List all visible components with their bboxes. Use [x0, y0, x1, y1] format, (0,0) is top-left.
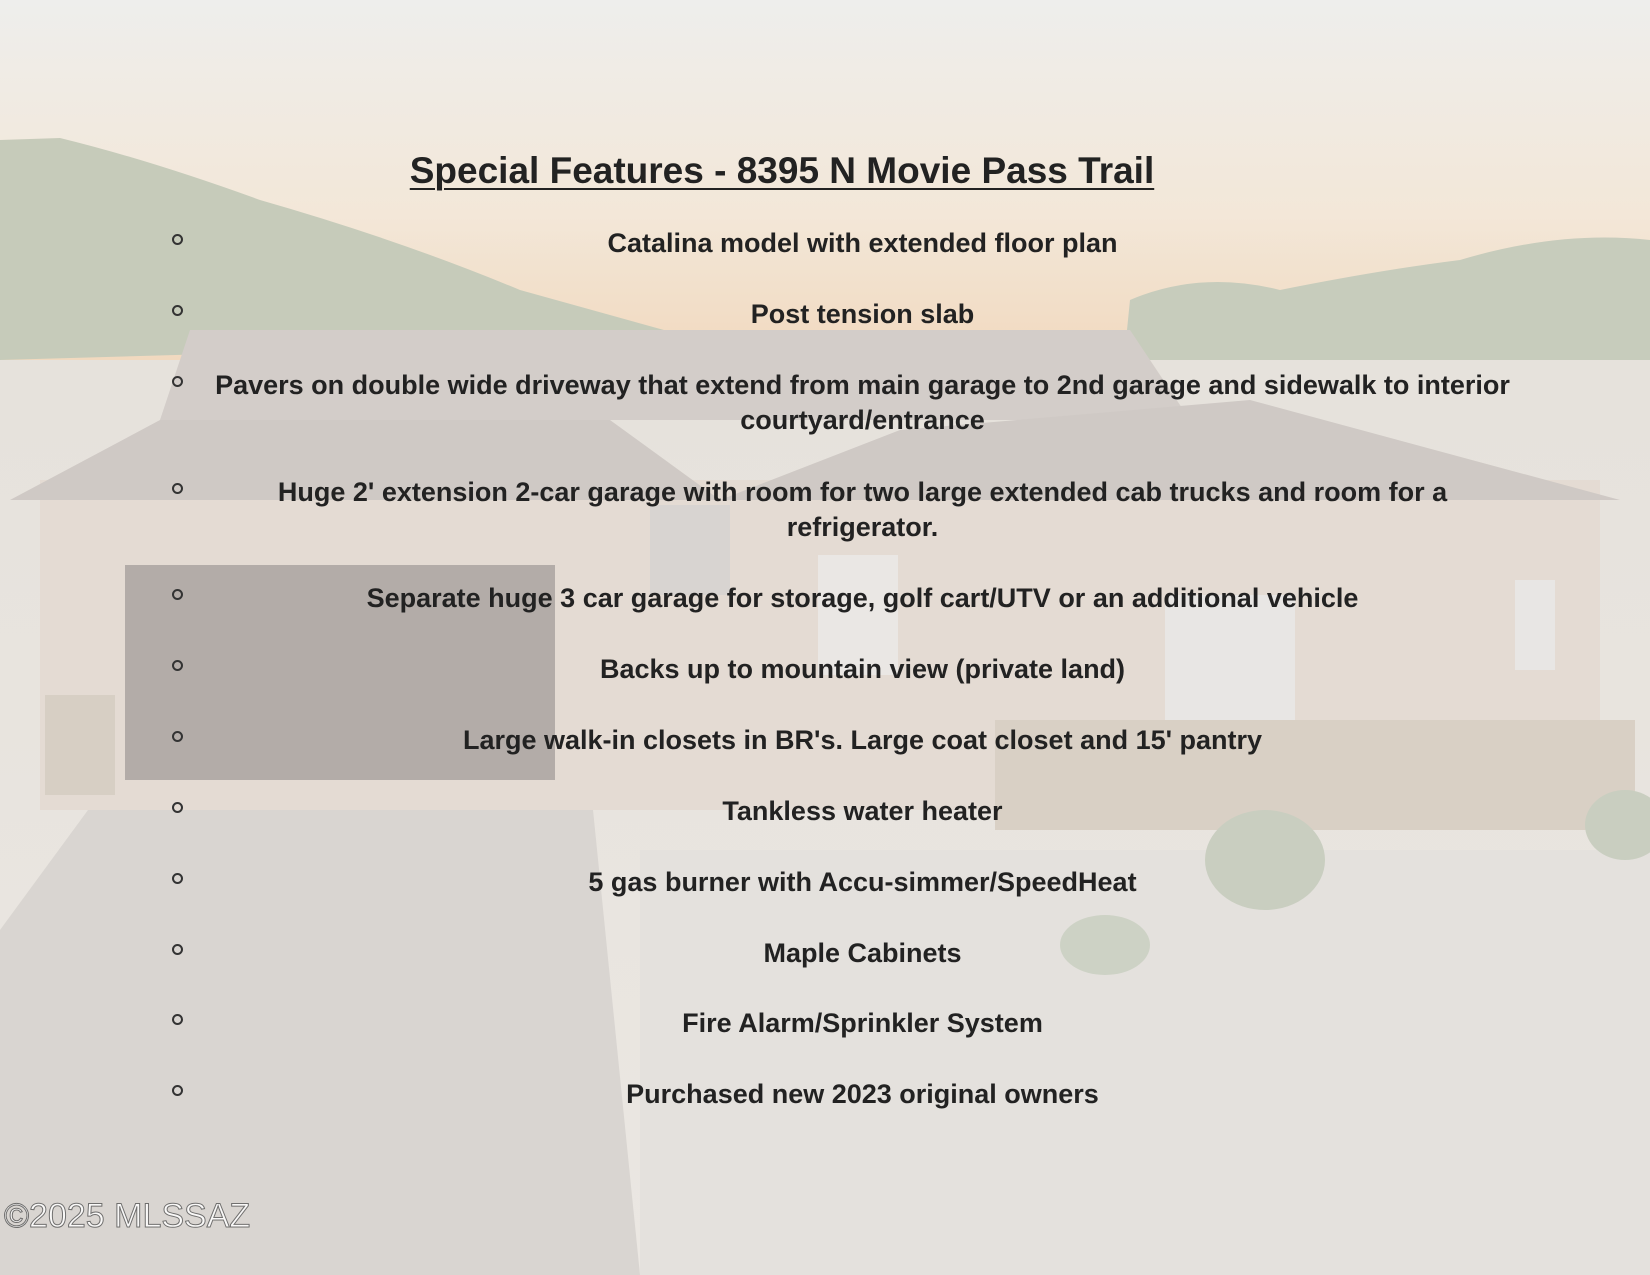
circle-bullet-icon [172, 944, 183, 955]
feature-text: Tankless water heater [722, 796, 1003, 826]
feature-text: Huge 2' extension 2-car garage with room for two large extended cab trucks and room for a refrigerator. [277, 477, 1448, 542]
feature-text: Large walk-in closets in BR's. Large coat closet and 15' pantry [462, 725, 1263, 755]
circle-bullet-icon [172, 376, 183, 387]
circle-bullet-icon [172, 483, 183, 494]
circle-bullet-icon [172, 1014, 183, 1025]
feature-text: Backs up to mountain view (private land) [599, 654, 1126, 684]
circle-bullet-icon [172, 802, 183, 813]
feature-text: Pavers on double wide driveway that extend from main garage to 2nd garage and sidewalk to interior courtyard/entrance [215, 370, 1510, 435]
circle-bullet-icon [172, 589, 183, 600]
circle-bullet-icon [172, 660, 183, 671]
circle-bullet-icon [172, 1085, 183, 1096]
copyright-watermark: ©2025 MLSSAZ [4, 1197, 251, 1235]
feature-text: Catalina model with extended floor plan [607, 228, 1118, 258]
feature-text: Post tension slab [750, 299, 975, 329]
page-title: Special Features - 8395 N Movie Pass Trail [409, 150, 1155, 191]
feature-text: Fire Alarm/Sprinkler System [682, 1008, 1043, 1038]
feature-text: Purchased new 2023 original owners [626, 1079, 1099, 1109]
circle-bullet-icon [172, 731, 183, 742]
circle-bullet-icon [172, 305, 183, 316]
feature-text: Separate huge 3 car garage for storage, golf cart/UTV or an additional vehicle [366, 583, 1359, 613]
circle-bullet-icon [172, 234, 183, 245]
feature-text: Maple Cabinets [763, 938, 962, 968]
circle-bullet-icon [172, 873, 183, 884]
feature-text: 5 gas burner with Accu-simmer/SpeedHeat [588, 867, 1137, 897]
